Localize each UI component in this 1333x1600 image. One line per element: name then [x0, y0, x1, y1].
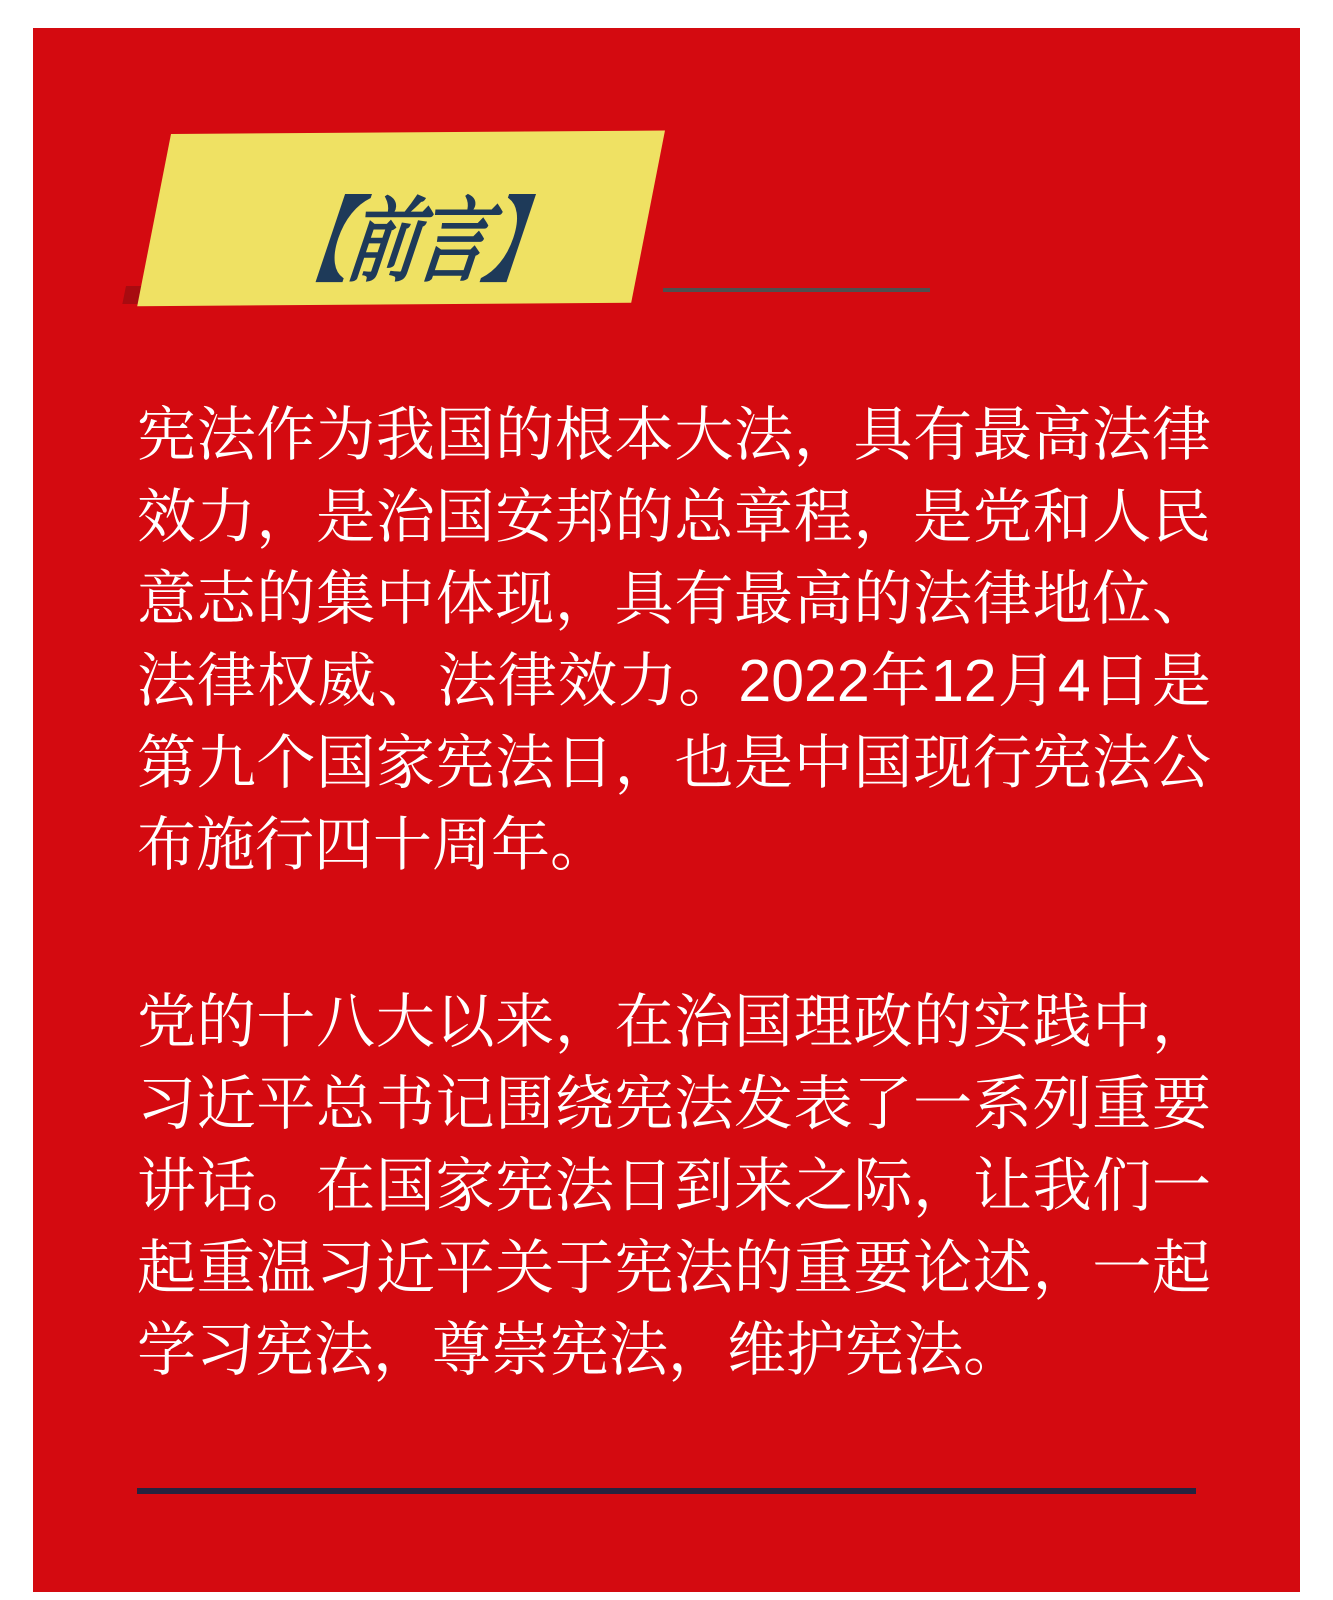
bottom-divider-line	[137, 1488, 1196, 1494]
text-line: 法律权威、法律效力。2022年12月4日是	[137, 648, 1211, 714]
preface-title	[171, 134, 665, 306]
text-line: 起重温习近平关于宪法的重要论述，一起	[137, 1235, 1211, 1301]
text-line: 习近平总书记围绕宪法发表了一系列重要	[137, 1071, 1211, 1137]
body-text	[137, 394, 1211, 1391]
text-line: 布施行四十周年。	[137, 812, 610, 878]
paragraph-2	[137, 981, 1211, 1391]
top-divider-line	[663, 288, 930, 292]
preface-title-text: 【前言】	[272, 191, 562, 293]
text-line: 第九个国家宪法日，也是中国现行宪法公	[137, 730, 1211, 796]
text-line: 讲话。在国家宪法日到来之际，让我们一	[137, 1153, 1211, 1219]
text-line: 意志的集中体现，具有最高的法律地位、	[137, 566, 1211, 632]
text-line: 学习宪法，尊崇宪法，维护宪法。	[137, 1317, 1023, 1383]
text-line: 党的十八大以来，在治国理政的实践中，	[137, 989, 1211, 1055]
poster-background	[33, 28, 1300, 1592]
paragraph-1	[137, 394, 1211, 886]
text-line: 宪法作为我国的根本大法，具有最高法律	[137, 402, 1211, 468]
text-line: 效力，是治国安邦的总章程，是党和人民	[137, 484, 1211, 550]
